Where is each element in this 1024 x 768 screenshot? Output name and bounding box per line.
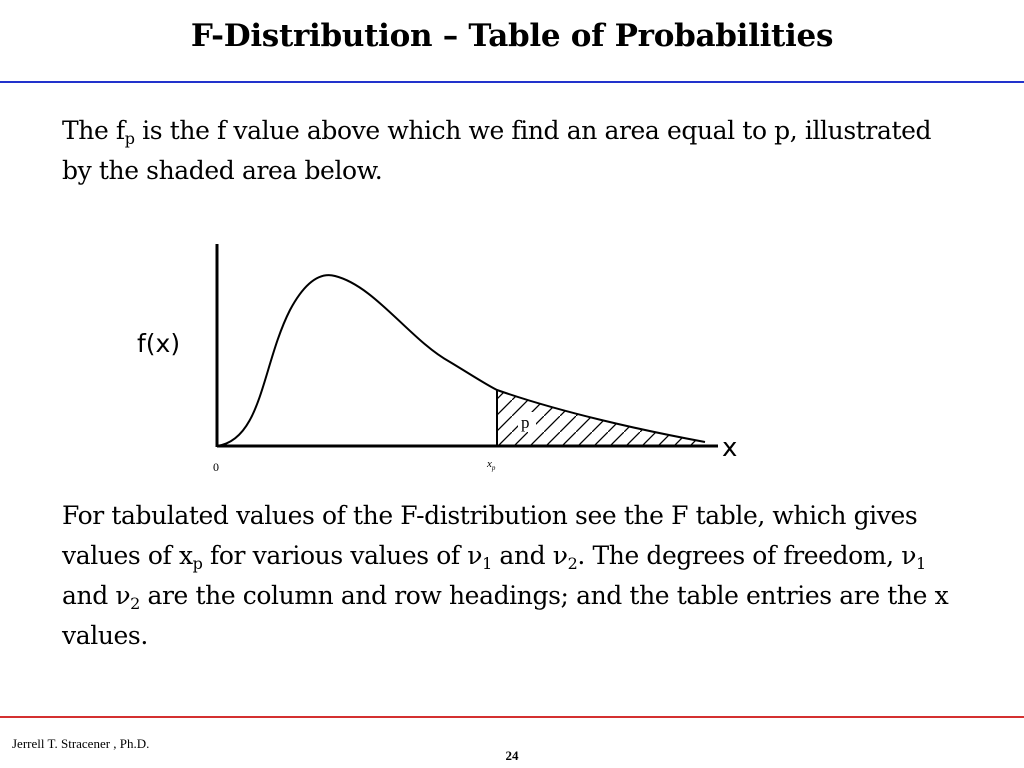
page-number: 24: [505, 748, 519, 763]
body-text-2: for various values of ν: [202, 541, 483, 570]
body-sub-p: p: [192, 554, 203, 573]
body-text-3: and ν: [491, 541, 568, 570]
xp-label: $x_p$: [487, 458, 496, 472]
body-text-5: and ν: [62, 581, 131, 610]
body-sub-1a: 1: [482, 554, 492, 573]
body-text-1: For tabulated values of the F-distribution see the F table, which gives values of x: [62, 501, 918, 570]
body-text-6: are the column and row headings; and the table entries are the x values.: [62, 581, 949, 650]
y-axis-label: f(x): [137, 329, 181, 358]
body-paragraph: [62, 496, 962, 656]
footer-author: Jerrell T. Stracener , Ph.D.: [12, 736, 150, 751]
body-sub-2b: 2: [130, 594, 140, 613]
density-curve: [217, 275, 705, 446]
footer-divider: [0, 716, 1024, 718]
area-label: p: [521, 413, 530, 432]
body-sub-1b: 1: [916, 554, 926, 573]
intro-text-2: is the f value above which we find an area equal to p, illustrated by the shaded area below.: [62, 116, 932, 185]
body-text-4: . The degrees of freedom, ν: [577, 541, 917, 570]
slide-title: F-Distribution – Table of Probabilities: [190, 18, 834, 54]
x-axis-label: x: [722, 433, 738, 463]
body-sub-2a: 2: [567, 554, 578, 573]
intro-text-1: The f: [62, 116, 125, 145]
intro-sub-p: p: [124, 129, 135, 148]
origin-label: 0: [213, 460, 219, 474]
